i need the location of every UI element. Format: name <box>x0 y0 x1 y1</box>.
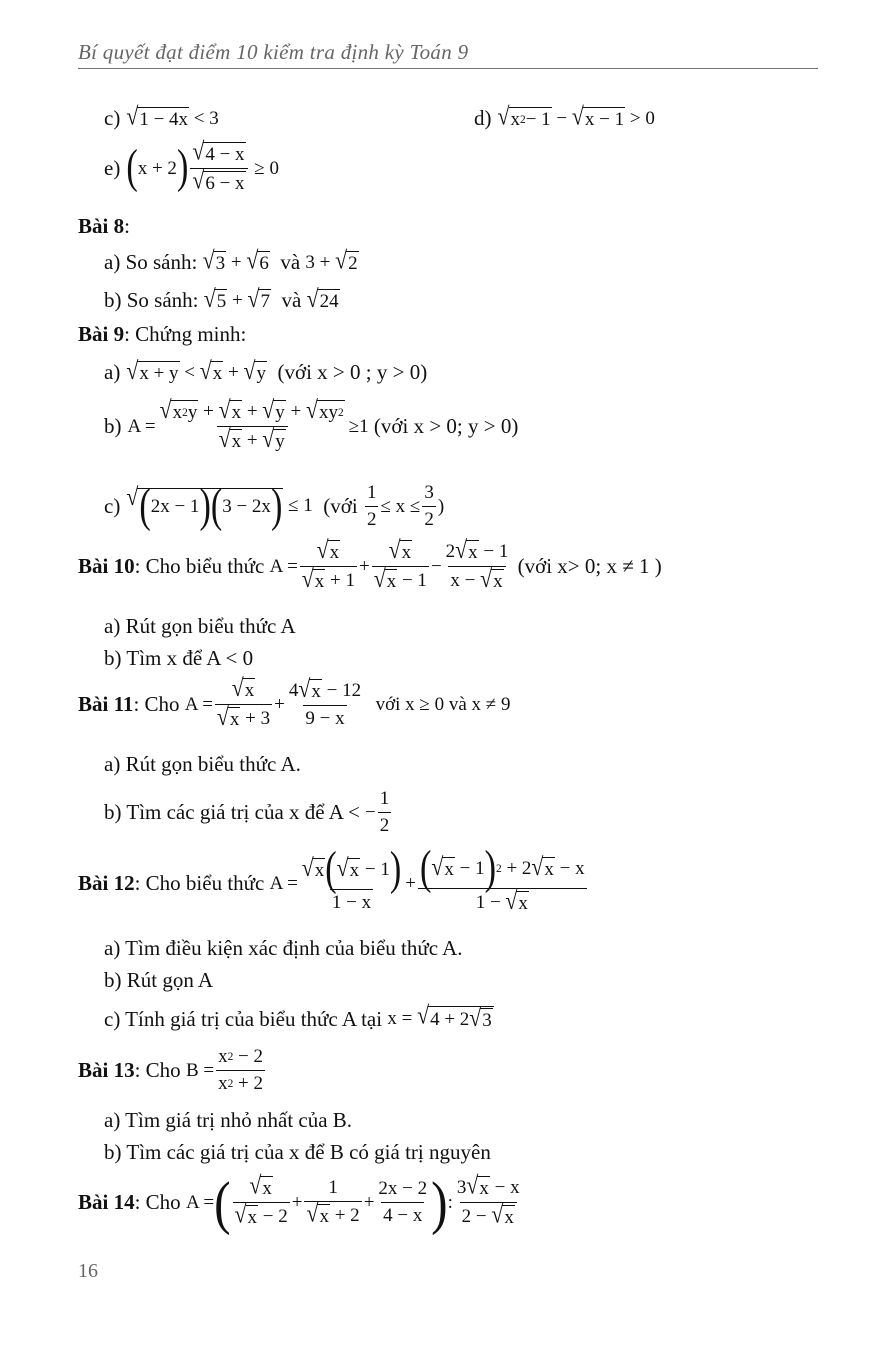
bai-11: Bài 11 : Cho A = √ x √ x + 3 + 4 √ x − 12 9 − x với x ≥ 0 và x ≠ 9 <box>78 673 511 731</box>
bai-11a: a) Rút gọn biểu thức A. <box>104 752 301 776</box>
bai-8a: a) So sánh: √ 3 + √ 6 và 3 + √ 2 <box>104 246 358 274</box>
bai-13: Bài 13 : Cho B = x 2 − 2 x 2 + 2 <box>78 1046 263 1094</box>
bai-9c: c) √ ( 2x − 1 )( 3 − 2x ) ≤ 1 (với 1 2 ≤ x ≤ 3 2 ) <box>104 480 445 533</box>
bai-12: Bài 12 : Cho biểu thức A = √ x ( √ x − 1 ) 1 − x + ( √ x − 1 ) 2 + 2 √ x − x 1 − √ x <box>78 842 585 915</box>
bai-9-title: Bài 9 : Chứng minh: <box>78 322 247 346</box>
bai-9b: b) A = √ x 2 y + √ x + √ y + √ xy 2 √ x + √ y ≥1 (với x > 0; y > 0) <box>104 395 519 453</box>
bai-12b: b) Rút gọn A <box>104 968 214 992</box>
bai-10b: b) Tìm x để A < 0 <box>104 646 254 670</box>
page-header: Bí quyết đạt điểm 10 kiểm tra định kỳ Toán 9 <box>78 40 469 64</box>
bai-12a: a) Tìm điều kiện xác định của biểu thức A. <box>104 936 463 960</box>
bai-8b: b) So sánh: √ 5 + √ 7 và √ 24 <box>104 284 339 312</box>
exercise-7d: d) √ x 2 − 1 − √ x − 1 > 0 <box>474 102 655 130</box>
bai-10: Bài 10 : Cho biểu thức A = √ x √ x + 1 + √ x √ x − 1 − 2 √ x − 1 x − √ x (với x> 0; x ≠ 1 ) <box>78 535 662 593</box>
bai-14: Bài 14 : Cho A = ( √ x √ x − 2 + 1 √ x + 2 + 2x − 2 4 − x ) : 3 √ x − x 2 − √ x <box>78 1169 520 1236</box>
bai-12c: c) Tính giá trị của biểu thức A tại x = √ 4 + 2 √ 3 <box>104 1001 492 1032</box>
bai-10a: a) Rút gọn biểu thức A <box>104 614 296 638</box>
bai-11b: b) Tìm các giá trị của x để A < − 1 2 <box>104 788 390 836</box>
exercise-7e: e) ( x + 2 ) √ 4 − x √ 6 − x ≥ 0 <box>104 137 279 195</box>
header-rule <box>78 68 818 69</box>
exercise-7c: c) √ 1 − 4x < 3 <box>104 102 219 130</box>
page-number: 16 <box>78 1260 98 1282</box>
bai-13a: a) Tìm giá trị nhỏ nhất của B. <box>104 1108 353 1132</box>
bai-9a: a) √ x + y < √ x + √ y (với x > 0 ; y > 0) <box>104 356 428 384</box>
bai-13b: b) Tìm các giá trị của x để B có giá trị nguyên <box>104 1140 491 1164</box>
bai-8-title: Bài 8 : <box>78 214 130 238</box>
